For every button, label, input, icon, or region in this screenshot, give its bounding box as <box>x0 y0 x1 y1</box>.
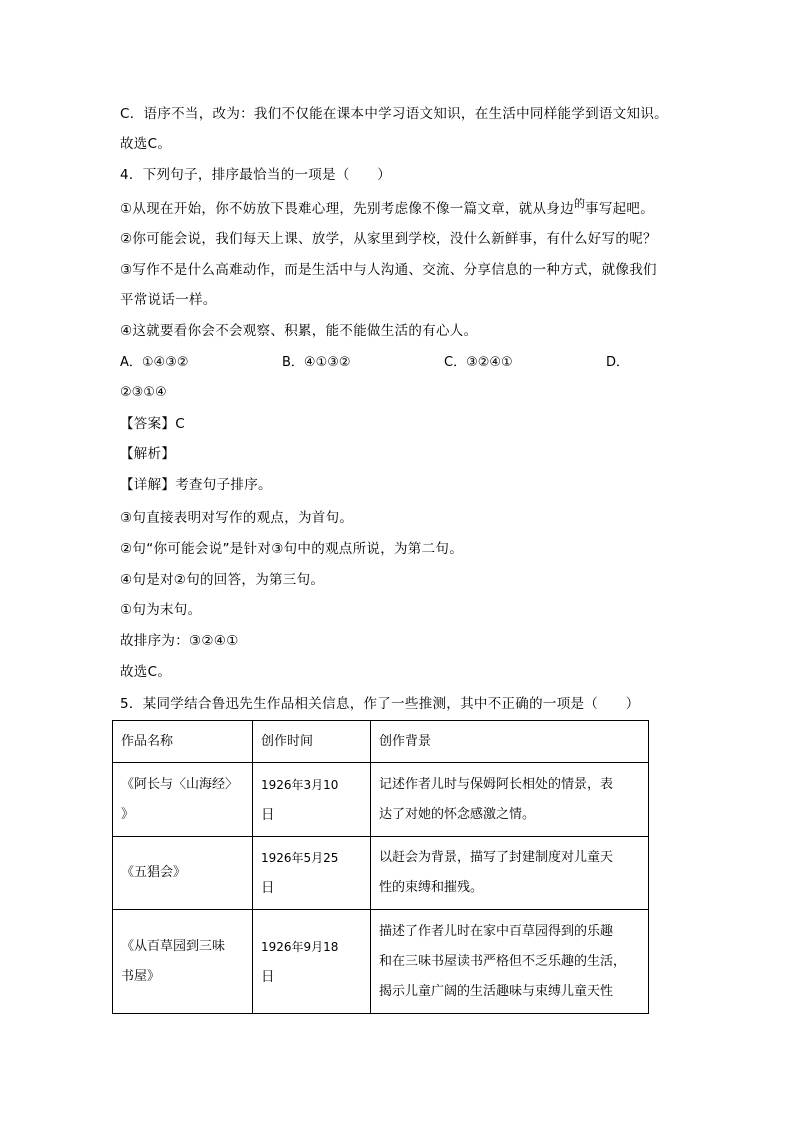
explanation-line: ③句直接表明对写作的观点，为首句。 <box>120 510 354 526</box>
table-row <box>113 837 649 910</box>
choice-result: 故选C。 <box>120 664 172 680</box>
question-4-stem: 4．下列句子，排序最恰当的一项是（ ） <box>120 167 392 183</box>
order-result: 故排序为：③②④① <box>120 633 239 649</box>
table-header-row <box>113 721 649 763</box>
work-background-cell: 以赶会为背景，描写了封建制度对儿童天 性的束缚和摧残。 <box>371 837 649 910</box>
table-row <box>113 763 649 837</box>
sentence-2: ②你可能会说，我们每天上课、放学，从家里到学校，没什么新鲜事，有什么好写的呢？ <box>120 231 657 247</box>
detail-heading: 【详解】考查句子排序。 <box>120 477 272 493</box>
work-background-cell: 描述了作者儿时在家中百草园得到的乐趣 和在三味书屋读书严格但不乏乐趣的生活， 揭示儿童广阔的生活趣味与束缚儿童天性 <box>371 910 649 1014</box>
work-title-cell: 《五猖会》 <box>113 837 253 910</box>
sentence-3-line-1: ③写作不是什么高难动作，而是生活中与人沟通、交流、分享信息的一种方式，就像我们 <box>120 262 657 278</box>
sentence-1 <box>120 199 654 220</box>
option-d-label: D． <box>606 355 630 370</box>
header-cell-background: 创作背景 <box>371 721 649 763</box>
option-a: A．①④③② <box>120 355 189 370</box>
explanation-line: ②句“你可能会说”是针对③句中的观点所说，为第二句。 <box>120 541 463 557</box>
option-b: B．④①③② <box>282 355 351 370</box>
work-date-cell: 1926年5月25 日 <box>253 837 371 910</box>
works-table <box>112 720 649 1014</box>
sentence-4: ④这就要看你会不会观察、积累，能不能做生活的有心人。 <box>120 323 478 339</box>
work-background-cell: 记述作者儿时与保姆阿长相处的情景，表 达了对她的怀念感激之情。 <box>371 763 649 837</box>
option-c: C．③②④① <box>444 355 513 370</box>
work-date-cell: 1926年3月10 日 <box>253 763 371 837</box>
answer: 【答案】C <box>120 416 185 432</box>
question-5-stem: 5．某同学结合鲁迅先生作品相关信息，作了一些推测，其中不正确的一项是（ ） <box>120 696 640 712</box>
analysis-heading: 【解析】 <box>120 446 176 462</box>
header-cell-title: 作品名称 <box>113 721 253 763</box>
text-line: 故选C。 <box>120 136 172 152</box>
sentence-1-main: ①从现在开始，你不妨放下畏难心理，先别考虑像不像一篇文章，就从身边 <box>120 201 575 217</box>
work-title-cell: 《阿长与〈山海经〉 》 <box>113 763 253 837</box>
text-line: C．语序不当，改为：我们不仅能在课本中学习语文知识，在生活中同样能学到语文知识。 <box>120 106 668 122</box>
option-d-value: ②③①④ <box>120 385 167 400</box>
header-cell-date: 创作时间 <box>253 721 371 763</box>
explanation-line: ①句为末句。 <box>120 602 202 618</box>
sentence-1-tail: 事写起吧。 <box>585 201 655 217</box>
table-row <box>113 910 649 1014</box>
work-date-cell: 1926年9月18 日 <box>253 910 371 1014</box>
sentence-3-line-2: 平常说话一样。 <box>120 292 217 308</box>
sentence-1-superscript: 的 <box>574 197 586 210</box>
explanation-line: ④句是对②句的回答，为第三句。 <box>120 572 325 588</box>
work-title-cell: 《从百草园到三味 书屋》 <box>113 910 253 1014</box>
